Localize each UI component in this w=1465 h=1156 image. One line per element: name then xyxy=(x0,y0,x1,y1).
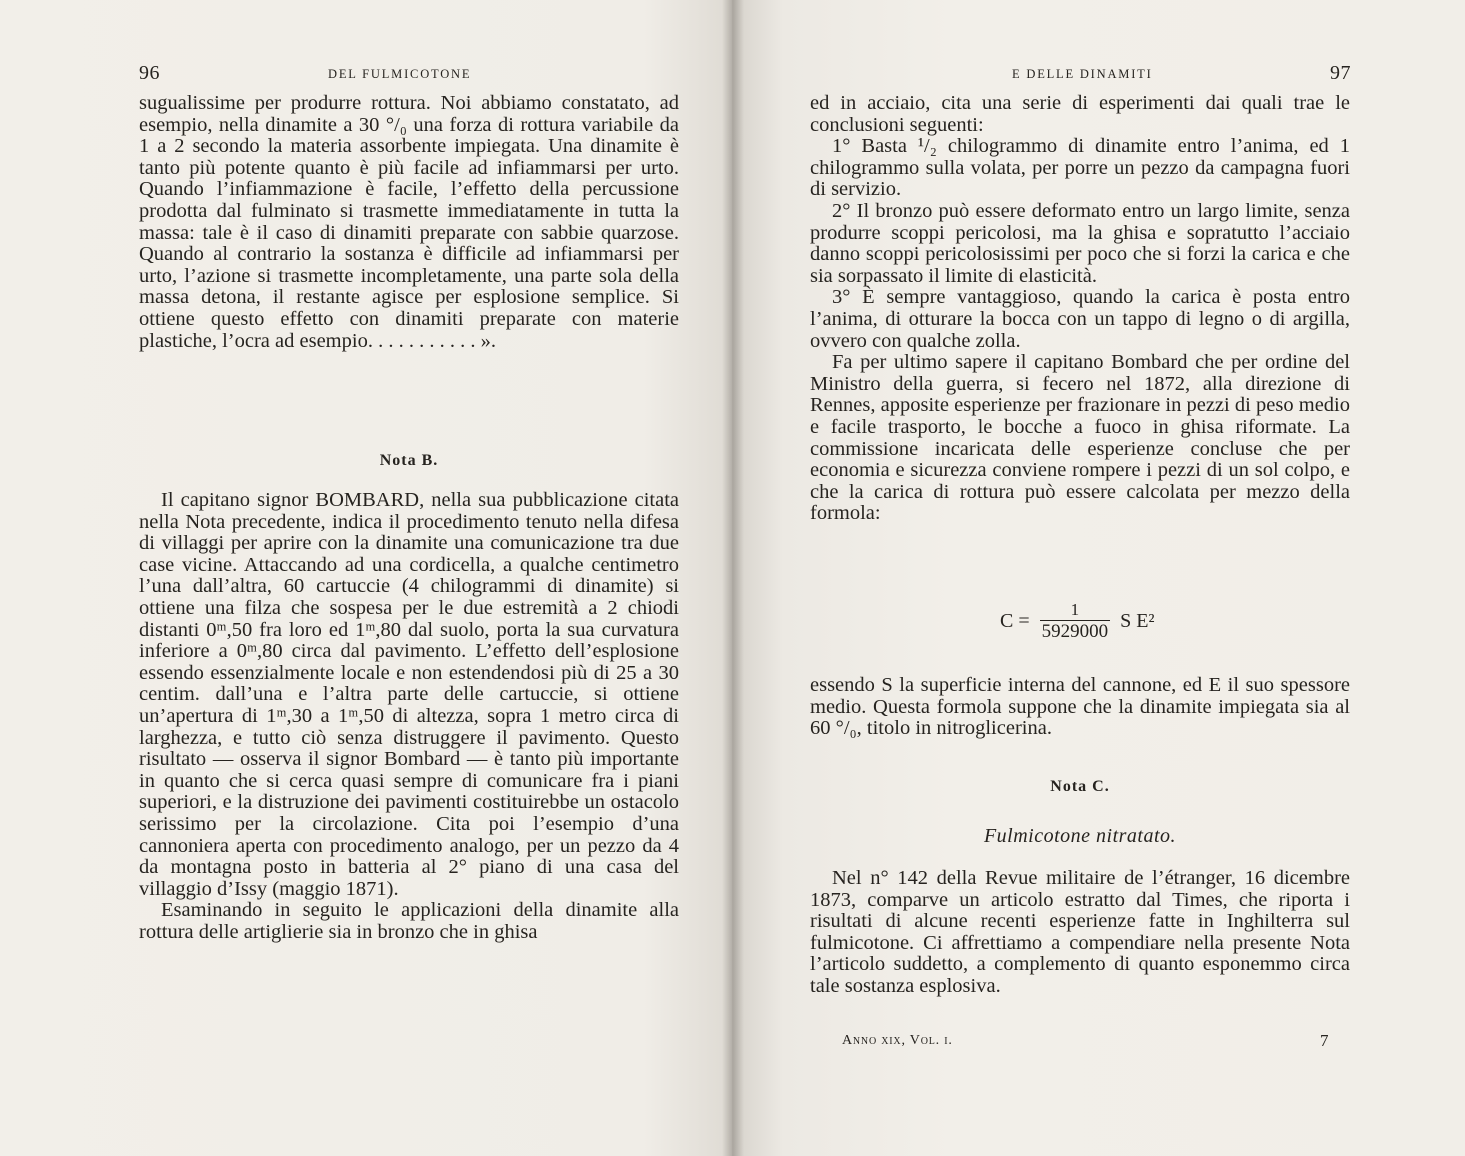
footer-signature: 7 xyxy=(1320,1031,1330,1050)
section-heading-nota-b: Nota B. xyxy=(379,452,439,469)
left-page xyxy=(0,0,732,1156)
paragraph: ed in acciaio, cita una serie di esperimenti dai quali trae le conclusioni seguenti: xyxy=(810,92,1350,136)
right-body-text xyxy=(810,93,1350,525)
formula-denominator: 5929000 xyxy=(1041,621,1109,642)
paragraph: 3° È sempre vantaggioso, quando la carica è posta entro l’anima, di otturare la bocca con un tappo di legno o di argilla, ovvero con qualche zolla. xyxy=(810,286,1350,352)
footer-volume: Anno xix, Vol. i. xyxy=(842,1033,953,1048)
right-after-formula-text xyxy=(810,675,1350,740)
paragraph: Nel n° 142 della Revue militaire de l’étranger, 16 dicembre 1873, comparve un articolo estratto dal Times, che riporta i risultati di alcune recenti esperienze fatte in Inghilterra sul fulmicotone. Ci affrettiamo a compendiare nella presente Nota l’articolo suddetto, a complemento di quanto esponemmo circa tale sostanza esplosiva. xyxy=(810,867,1350,997)
paragraph: Il capitano signor BOMBARD, nella sua pubblicazione citata nella Nota precedente, indica il procedimento tenuto nella difesa di villaggi per aprire con la dinamite una comunicazione tra due case vicine. Attaccando ad una cordicella, a qualche centimetro l’una dall’altra, 60 cartuccie (4 chilogrammi di dinamite) si ottiene una filza che sospesa per le due estremità a 2 chiodi distanti 0ᵐ,50 fra loro ed 1ᵐ,80 dal suolo, porta la sua curvatura inferiore a 0ᵐ,80 circa dal pavimento. L’effetto dell’esplosione essendo essenzialmente locale e non estendendosi più di 25 a 30 centim. dall’una e l’altra parte delle cartuccie, si ottiene un’apertura di 1ᵐ,30 a 1ᵐ,50 di altezza, sopra 1 metro circa di larghezza, e tutto ciò senza distruggere il pavimento. Questo risultato — osserva il signor Bombard — è tanto più importante in quanto che si cerca quasi sempre di comunicare fra i piani superiori, e la distruzione dei pavimenti costituirebbe un ostacolo serissimo per la circolazione. Cita poi l’esempio d’una cannoniera aperta con procedimento analogo, per un pezzo da 4 da montagna posto in batteria al 2° piano di una casa del villaggio d’Issy (maggio 1871). xyxy=(139,489,679,900)
formula xyxy=(1000,600,1154,643)
section-subheading: Fulmicotone nitratato. xyxy=(983,825,1177,847)
running-title-left: DEL FULMICOTONE xyxy=(328,67,472,81)
section-heading-nota-c: Nota C. xyxy=(1050,778,1110,795)
right-page xyxy=(732,0,1465,1156)
formula-lhs: C = xyxy=(1000,610,1030,632)
formula-rhs: S E² xyxy=(1120,610,1155,632)
left-section-text xyxy=(139,490,679,943)
paragraph: 2° Il bronzo può essere deformato entro un largo limite, senza produrre scoppi pericolosi, ma la ghisa e sopratutto l’acciaio danno scoppi pericolosissimi per poco che si forzi la carica e che sia sorpassato il limite di elasticità. xyxy=(810,199,1350,287)
right-section-text xyxy=(810,868,1350,998)
page-number-right: 97 xyxy=(1330,62,1351,84)
left-body-text xyxy=(139,93,679,352)
book-gutter xyxy=(722,0,744,1156)
paragraph: 1° Basta ¹/₂ chilogrammo di dinamite entro l’anima, ed 1 chilogrammo sulla volata, per porre un pezzo da campagna fuori di servizio. xyxy=(810,135,1350,201)
paragraph: Esaminando in seguito le applicazioni della dinamite alla rottura delle artiglierie sia in bronzo che in ghisa xyxy=(139,899,679,943)
formula-fraction xyxy=(1040,600,1111,643)
paragraph: Fa per ultimo sapere il capitano Bombard che per ordine del Ministro della guerra, si fecero nel 1872, alla direzione di Rennes, apposite esperienze per frazionare in pezzi di peso medio e facile trasporto, le bocche a fuoco in ghisa riformate. La commissione incaricata delle esperienze concluse che per economia e sicurezza conviene rompere i pezzi di un sol colpo, e che la carica di rottura può essere calcolata per mezzo della formola: xyxy=(810,351,1350,525)
formula-numerator: 1 xyxy=(1070,600,1080,619)
paragraph: essendo S la superficie interna del cannone, ed E il suo spessore medio. Questa formola suppone che la dinamite impiegata sia al 60 °/₀, titolo in nitroglicerina. xyxy=(810,674,1350,740)
page-number-left: 96 xyxy=(139,62,160,84)
running-title-right: E DELLE DINAMITI xyxy=(1012,67,1153,81)
paragraph: sugualissime per produrre rottura. Noi abbiamo constatato, ad esempio, nella dinamite a 30 °/₀ una forza di rottura variabile da 1 a 2 secondo la materia assorbente impiegata. Una dinamite è tanto più potente quanto è più facile ad infiammarsi per urto. Quando l’infiammazione è facile, l’effetto della percussione prodotta dal fulminato si trasmette immediatamente in tutta la massa: tale è il caso di dinamiti preparate con sabbie quarzose. Quando al contrario la sostanza è difficile ad infiammarsi per urto, l’azione si trasmette incompletamente, una parte sola della massa detona, il restante agisce per esplosione semplice. Si ottiene questo effetto con dinamiti preparate con materie plastiche, l’ocra ad esempio. . . . . . . . . . . ». xyxy=(139,92,679,352)
